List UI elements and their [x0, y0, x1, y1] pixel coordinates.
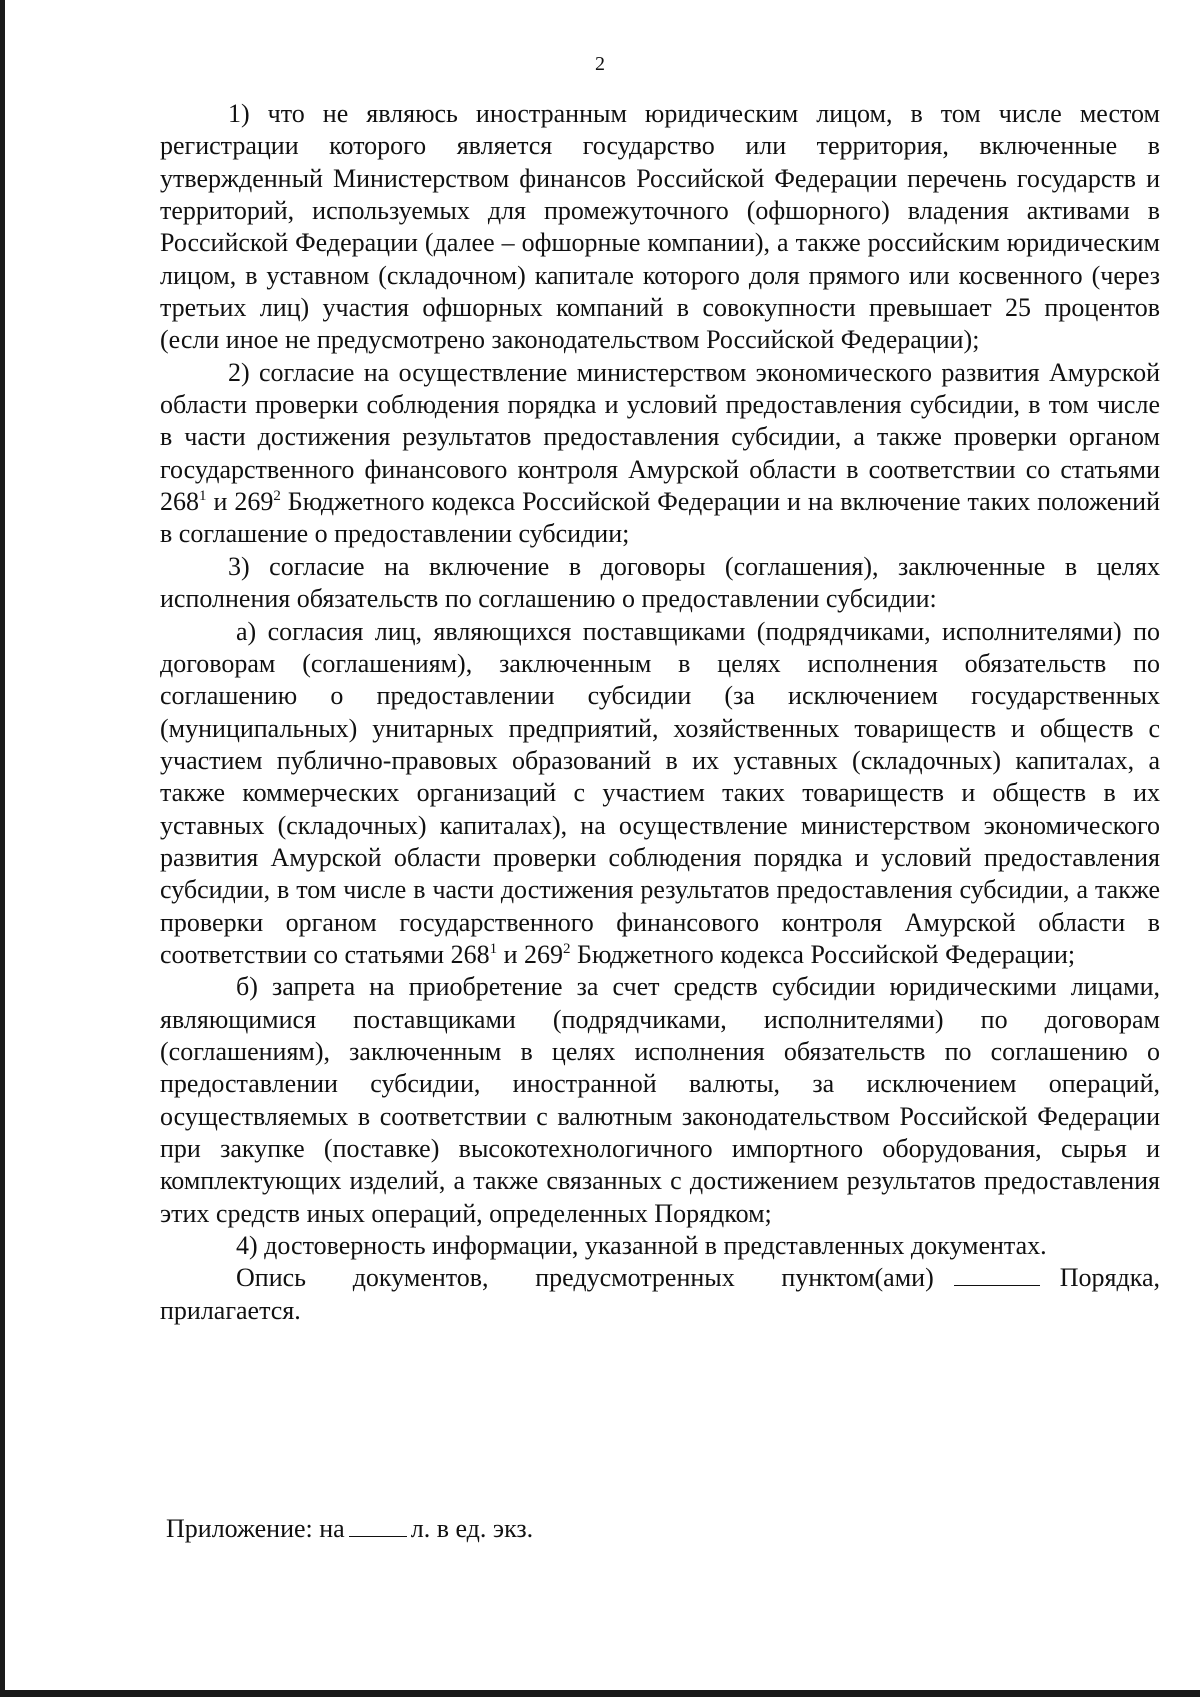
scan-bottom-edge — [0, 1690, 1200, 1697]
attachment-prefix: Приложение: на — [166, 1514, 345, 1543]
paragraph-4: 4) достоверность информации, указанной в представленных документах. — [236, 1231, 1047, 1261]
paragraph-3b: б) запрета на приобретение за счет средств субсидии юридическими лицами, являющимися поставщиками (подрядчиками, исполнителями) по договорам (соглашениям), заключенным в целях исполнения обязательств по соглашению о предоставлении субсидии, иностранной валюты, за исключением операций, осуществляемых в соответствии с валютным законодательством Российской Федерации при закупке (поставке) высокотехнологичного импортного оборудования, сырья и комплектующих изделий, а также связанных с достижением результатов предоставления этих средств иных операций, определенных Порядком; — [160, 972, 1160, 1228]
document-body — [160, 98, 1160, 1327]
paragraph-opis — [160, 1262, 1160, 1327]
paragraph-3a-text-b: и 269 — [497, 939, 564, 969]
superscript-1: 1 — [489, 940, 498, 957]
superscript-2: 2 — [273, 488, 281, 505]
scan-left-edge — [0, 0, 5, 1697]
paragraph-2-text-b: и 269 — [206, 487, 274, 517]
paragraph-3a-text-c: Бюджетного кодекса Российской Федерации; — [570, 939, 1076, 969]
superscript-2: 2 — [563, 940, 571, 957]
superscript-1: 1 — [199, 488, 207, 505]
opis-text-b: Порядка, прилагается. — [160, 1263, 1160, 1325]
paragraph-3a — [160, 616, 1160, 972]
sheets-blank-field[interactable] — [349, 1516, 407, 1537]
attachment-line — [166, 1513, 533, 1545]
attachment-suffix: л. в ед. экз. — [410, 1514, 534, 1543]
page-number: 2 — [595, 53, 605, 75]
paragraph-1: 1) что не являюсь иностранным юридическим лицом, в том числе местом регистрации которого является государство или территория, включенные в утвержденный Министерством финансов Российской Федерации перечень государств и территорий, используемых для промежуточного (офшорного) владения активами в Российской Федерации (далее – офшорные компании), а также российским юридическим лицом, в уставном (складочном) капитале которого доля прямого или косвенного (через третьих лиц) участия офшорных компаний в совокупности превышает 25 процентов (если иное не предусмотрено законодательством Российской Федерации); — [160, 99, 1160, 355]
paragraph-3a-text-a: а) согласия лиц, являющихся поставщиками (подрядчиками, исполнителями) по договорам (соглашениям), заключенным в целях исполнения обязательств по соглашению о предоставлении субсидии (за исключением государственных (муниципальных) унитарных предприятий, хозяйственных товариществ и обществ с участием публично-правовых образований в их уставных (складочных) капиталах, а также коммерческих организаций с участием таких товариществ и обществ в их уставных (складочных) капиталах), на осуществление министерством экономического развития Амурской области проверки соблюдения порядка и условий предоставления субсидии, в том числе в части достижения результатов предоставления субсидии, а также проверки органом государственного финансового контроля Амурской области в соответствии со статьями 268 — [160, 616, 1160, 969]
paragraph-2-text-a: 2) согласие на осуществление министерством экономического развития Амурской области проверки соблюдения порядка и условий предоставления субсидии, в том числе в части достижения результатов предоставления субсидии, а также проверки органом государственного финансового контроля Амурской области в соответствии со статьями 268 — [160, 357, 1160, 517]
paragraph-3: 3) согласие на включение в договоры (соглашения), заключенные в целях исполнения обязательств по соглашению о предоставлении субсидии: — [160, 551, 1160, 614]
paragraph-2 — [160, 357, 1160, 551]
opis-text-a: Опись документов, предусмотренных пунктом(ами) — [236, 1263, 934, 1293]
paragraph-2-text-c: Бюджетного кодекса Российской Федерации и на включение таких положений в соглашение о предоставлении субсидии; — [160, 487, 1160, 549]
points-blank-field[interactable] — [954, 1265, 1040, 1286]
